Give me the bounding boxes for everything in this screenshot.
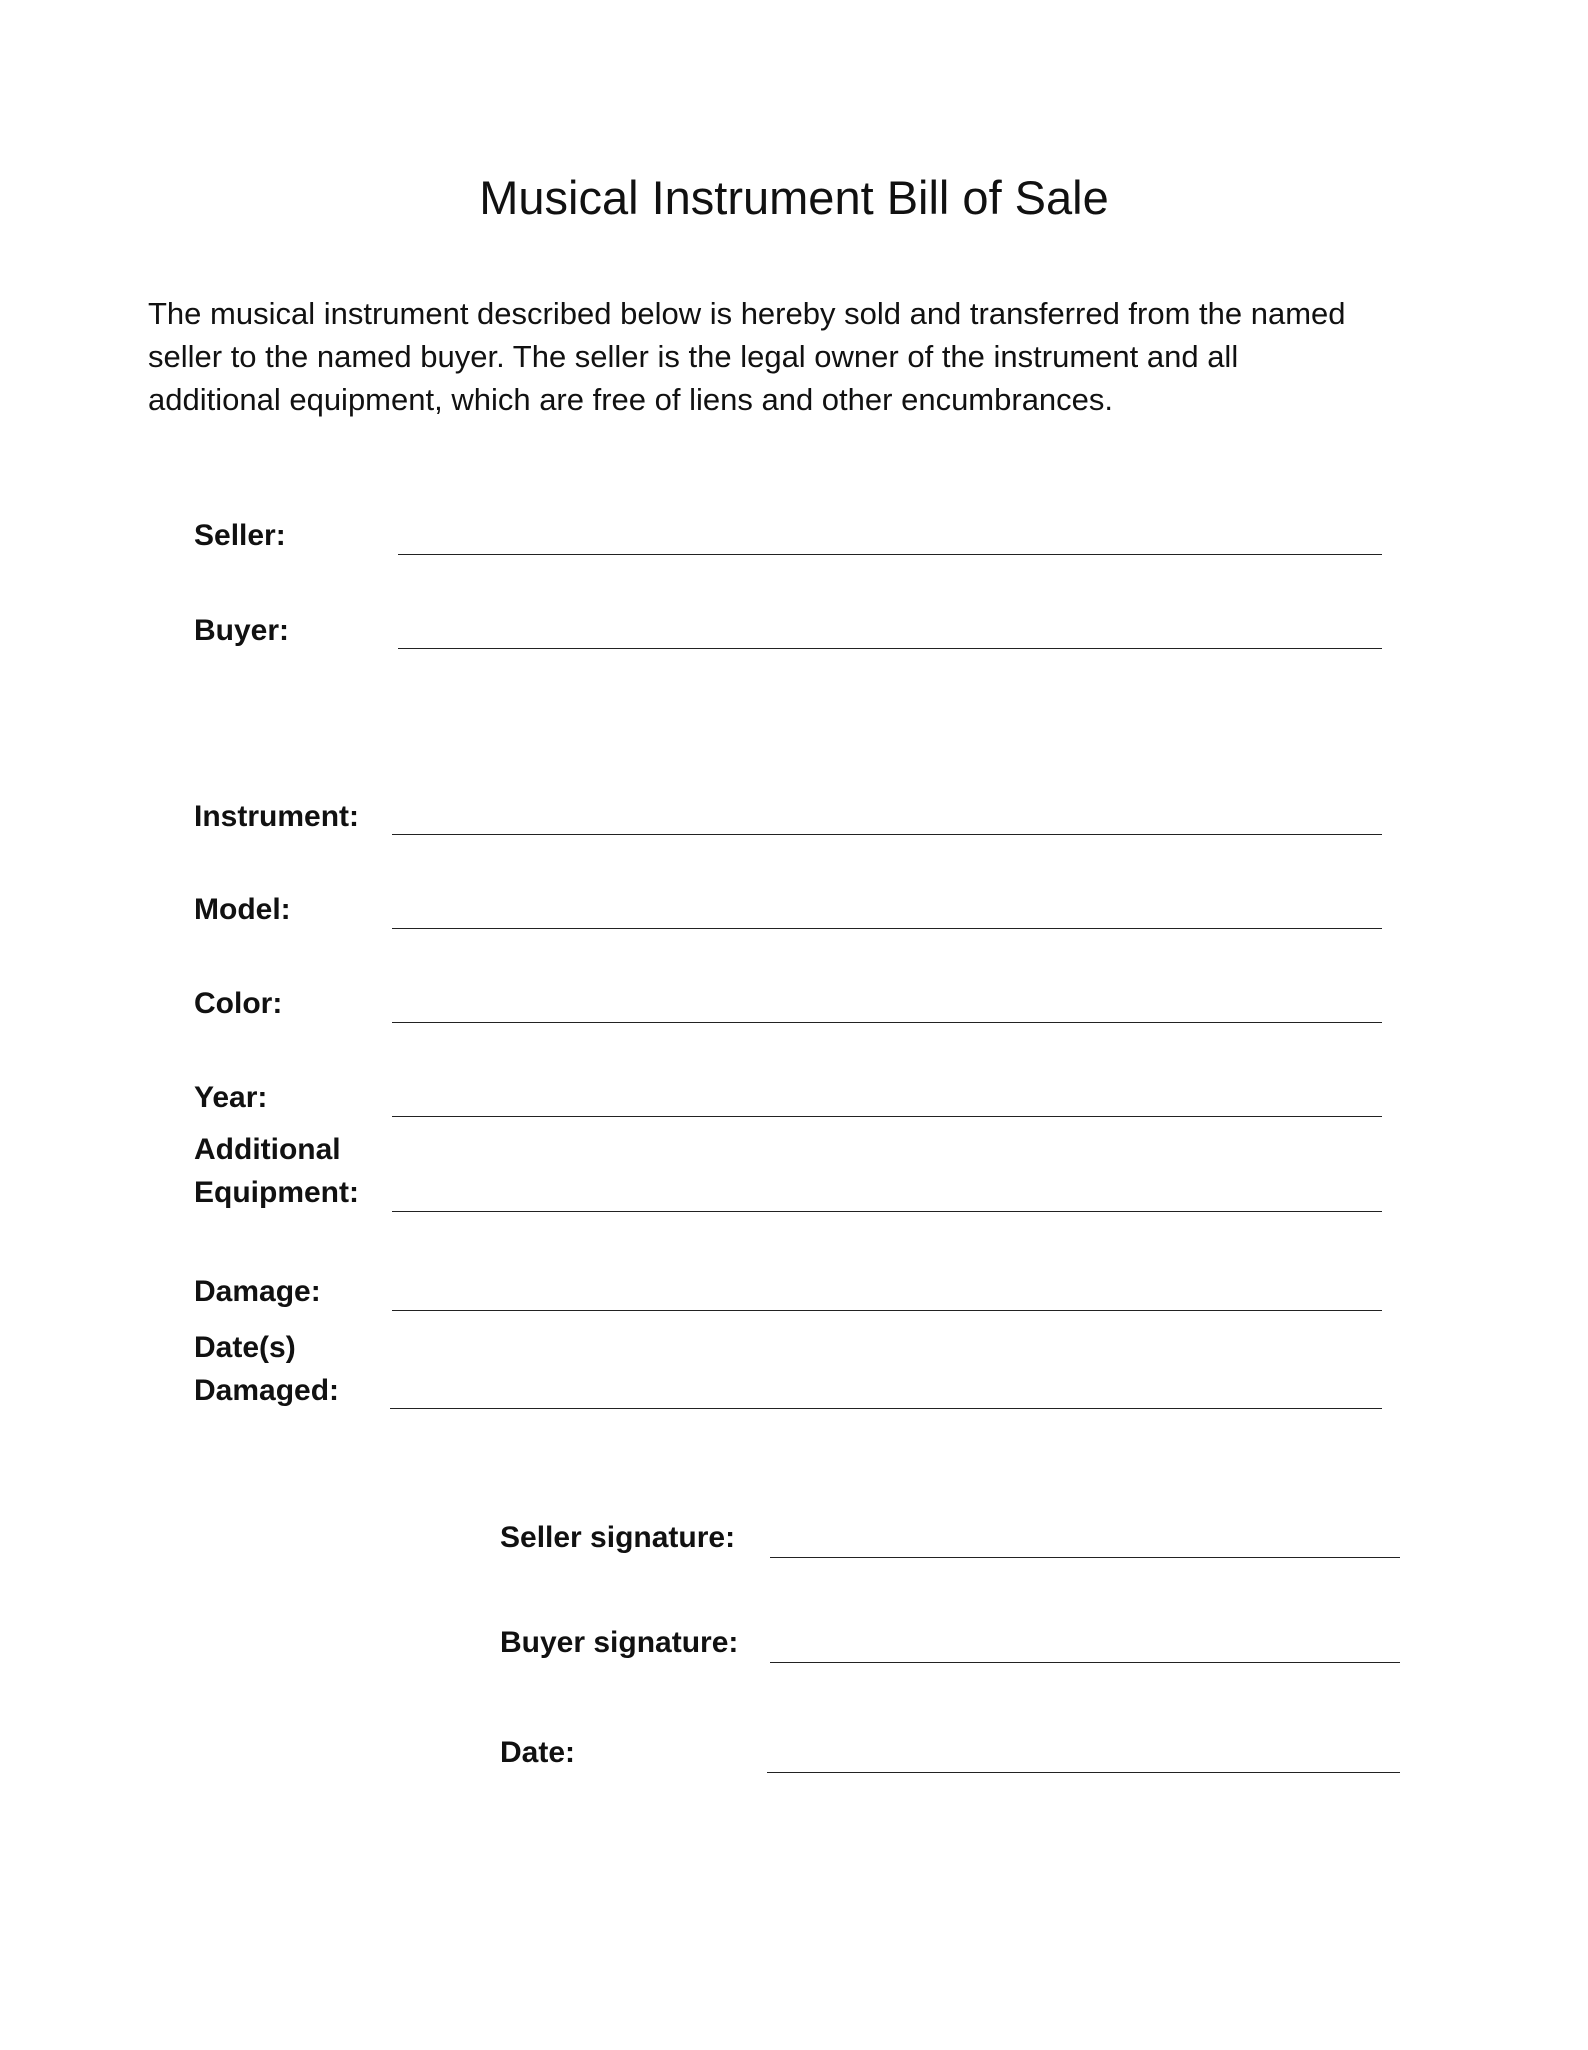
dates-damaged-field[interactable]: [390, 1408, 1382, 1409]
damage-label: Damage:: [194, 1275, 321, 1308]
additional-equipment-label: [194, 1128, 359, 1214]
intro-line: The musical instrument described below is hereby sold and transferred from the named: [148, 296, 1346, 331]
dates-damaged-label: [194, 1326, 339, 1412]
damage-field[interactable]: [392, 1310, 1382, 1311]
buyer-signature-field[interactable]: [770, 1662, 1400, 1663]
year-field[interactable]: [392, 1116, 1382, 1117]
model-field[interactable]: [392, 928, 1382, 929]
intro-line: additional equipment, which are free of liens and other encumbrances.: [148, 382, 1114, 417]
additional-equipment-label-line: Equipment:: [194, 1176, 359, 1209]
date-field[interactable]: [767, 1772, 1400, 1773]
intro-paragraph: [148, 292, 1448, 421]
year-label: Year:: [194, 1081, 268, 1114]
intro-line: seller to the named buyer. The seller is the legal owner of the instrument and all: [148, 339, 1239, 374]
instrument-label: Instrument:: [194, 800, 359, 833]
seller-signature-field[interactable]: [770, 1557, 1400, 1558]
color-label: Color:: [194, 987, 283, 1020]
seller-label: Seller:: [194, 519, 286, 552]
seller-field[interactable]: [398, 554, 1382, 555]
date-label: Date:: [500, 1736, 576, 1769]
dates-damaged-label-line: Damaged:: [194, 1374, 340, 1407]
additional-equipment-label-line: Additional: [194, 1133, 341, 1166]
model-label: Model:: [194, 893, 291, 926]
additional-equipment-field[interactable]: [392, 1211, 1382, 1212]
instrument-field[interactable]: [392, 834, 1382, 835]
buyer-signature-label: Buyer signature:: [500, 1626, 739, 1659]
dates-damaged-label-line: Date(s): [194, 1331, 296, 1364]
buyer-label: Buyer:: [194, 614, 290, 647]
page-title: Musical Instrument Bill of Sale: [479, 171, 1109, 224]
seller-signature-label: Seller signature:: [500, 1521, 736, 1554]
color-field[interactable]: [392, 1022, 1382, 1023]
buyer-field[interactable]: [398, 648, 1382, 649]
